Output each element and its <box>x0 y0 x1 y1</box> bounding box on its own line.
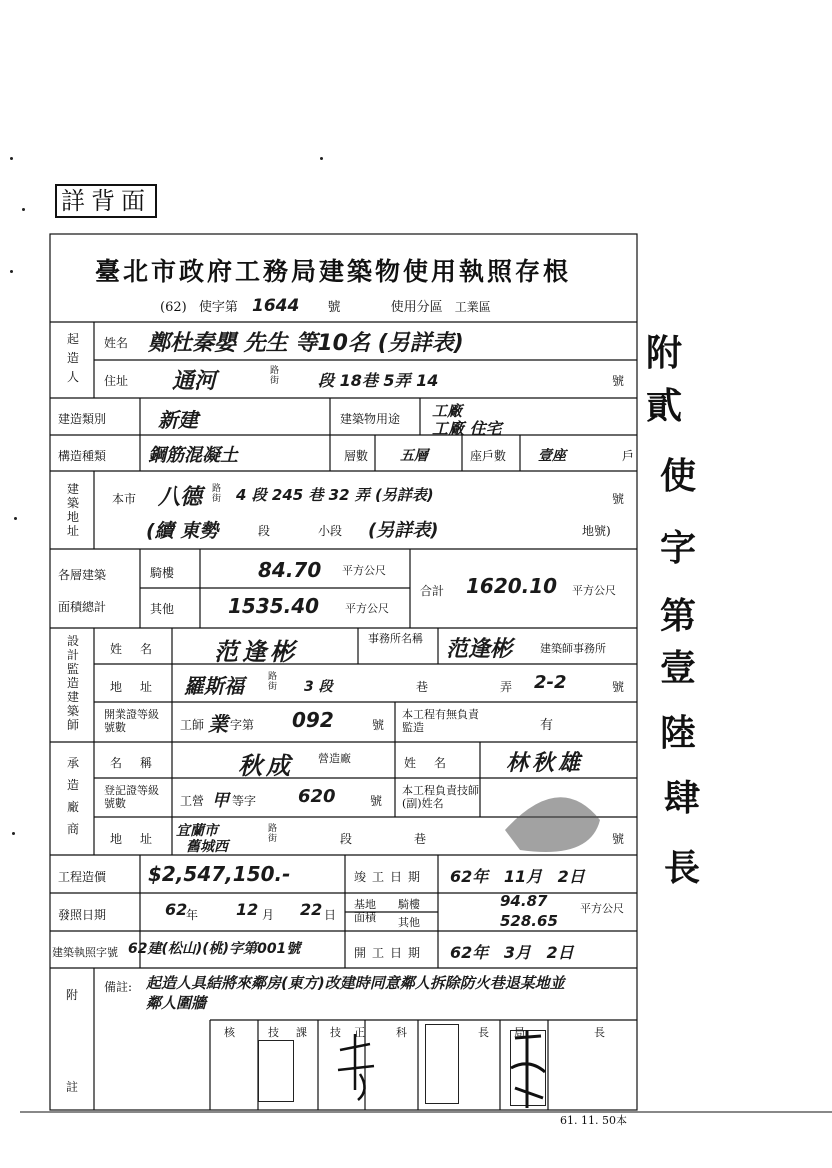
building-use-value-1: 工廠 <box>432 402 463 420</box>
area-label-2: 面積總計 <box>58 600 107 614</box>
handwritten-signature <box>330 1030 390 1106</box>
base-other-label: 其他 <box>398 916 420 929</box>
floors-label: 層數 <box>344 449 369 463</box>
finish-label: 竣工日期 <box>354 870 427 884</box>
building-category-label: 建造類別 <box>58 412 107 426</box>
site-line2-seg: 段 <box>258 524 271 538</box>
sign-label: 課 <box>296 1026 307 1039</box>
applicant-address-value: 通河 <box>172 369 217 394</box>
architect-address-alley: 弄 <box>500 680 513 694</box>
area-arcade-unit: 平方公尺 <box>342 564 386 577</box>
notes-text: 起造人具結將來鄰房(東方)改建時同意鄰人拆除防火巷退某地並 <box>146 974 565 992</box>
contractor-address-label: 地址 <box>110 832 171 846</box>
applicant-address-label: 住址 <box>104 374 129 388</box>
base-area-unit: 平方公尺 <box>580 902 624 915</box>
area-total-label: 合計 <box>420 584 445 598</box>
architect-license-end: 號 <box>372 718 385 732</box>
handwritten-signature <box>505 1028 555 1112</box>
contractor-address-road: 路街 <box>268 824 278 844</box>
contractor-reg-prefix: 工營 <box>180 794 205 808</box>
building-category-value: 新建 <box>158 408 198 432</box>
sign-label: 局 <box>514 1026 525 1039</box>
contractor-address-value-2: 舊城西 <box>186 839 228 855</box>
sign-label: 技 <box>330 1026 341 1039</box>
architect-address-lane: 巷 <box>416 680 429 694</box>
applicant-name-value: 鄭杜秦嬰 先生 等10名 (另詳表) <box>148 331 464 356</box>
permit-year: (62) <box>160 300 187 315</box>
issue-month: 12 <box>236 900 259 919</box>
applicant-road-label: 路街 <box>270 366 280 386</box>
architect-supervise-label: 本工程有無負責監造 <box>402 708 479 734</box>
contractor-reg-value-1: 甲 <box>212 791 229 811</box>
area-other-value: 1535.40 <box>228 594 320 618</box>
architect-office-label: 事務所名稱 <box>368 632 423 645</box>
margin-char: 附 <box>646 332 683 374</box>
notes-section-label-bottom: 註 <box>66 1080 79 1094</box>
issue-month-unit: 月 <box>262 908 275 922</box>
contractor-reg-mid: 等字 <box>232 794 257 808</box>
notes-text-2: 鄰人圍牆 <box>146 994 207 1012</box>
sign-label: 科 <box>396 1026 407 1039</box>
site-line2-small: 小段 <box>318 524 343 538</box>
structure-label: 構造種類 <box>58 449 107 463</box>
sign-label: 核 <box>224 1026 235 1039</box>
cost-value: $2,547,150.- <box>148 862 291 886</box>
permit-prefix: 使字第 <box>198 300 238 315</box>
architect-address-value: 羅斯福 <box>184 674 244 698</box>
architect-supervise-value: 有 <box>540 718 554 733</box>
notes-section-label-top: 附 <box>66 988 79 1002</box>
contractor-address-value-1: 宜蘭市 <box>176 823 218 839</box>
issue-label: 發照日期 <box>58 908 107 922</box>
area-arcade-value: 84.70 <box>258 558 322 582</box>
applicant-name-label: 姓名 <box>104 336 129 350</box>
notes-label: 備註: <box>104 980 133 994</box>
area-total-unit: 平方公尺 <box>572 584 616 597</box>
units-label: 座戶數 <box>470 449 507 463</box>
architect-address-no: 2-2 <box>534 672 567 693</box>
contractor-reg-label: 登記證等級號數 <box>104 784 159 810</box>
base-other-value: 528.65 <box>500 912 558 930</box>
margin-char: 貳 <box>646 385 683 427</box>
contractor-name-suffix: 營造廠 <box>318 752 351 765</box>
contractor-tech-label: 本工程負責技師(副)姓名 <box>402 784 479 810</box>
contractor-address-lane: 巷 <box>414 832 427 846</box>
site-road-label: 路街 <box>212 484 222 504</box>
area-other-label: 其他 <box>150 602 175 616</box>
architect-license-value-1: 業 <box>208 712 228 736</box>
finish-value: 62年 11月 2日 <box>450 867 585 886</box>
units-value: 壹座 <box>538 448 566 464</box>
contractor-reg-value-2: 620 <box>298 786 336 807</box>
architect-address-label: 地址 <box>110 680 171 694</box>
applicant-section-label: 起造人 <box>66 332 79 384</box>
start-label: 開工日期 <box>354 946 427 960</box>
contractor-name-value: 秋成 <box>238 752 294 780</box>
permit-suffix: 號 <box>327 300 341 315</box>
base-arcade-label: 騎樓 <box>398 898 420 911</box>
architect-office-value: 范逢彬 <box>446 637 513 662</box>
sign-label: 長 <box>478 1026 489 1039</box>
license-label: 建築執照字號 <box>52 946 118 959</box>
approval-stamp <box>258 1040 294 1102</box>
start-value: 62年 3月 2日 <box>450 943 574 962</box>
site-road-value: 八德 <box>158 485 203 510</box>
sign-label: 技 <box>268 1026 279 1039</box>
units-tail: 戶 <box>622 449 635 463</box>
architect-section-label: 設計監造建築師 <box>66 634 79 732</box>
area-other-unit: 平方公尺 <box>345 602 389 615</box>
contractor-reg-end: 號 <box>370 794 383 808</box>
site-section-label: 建築地址 <box>66 482 79 538</box>
architect-name-value: 范逢彬 <box>214 638 298 666</box>
margin-char: 肆 <box>664 777 701 819</box>
site-line2-detail: (另詳表) <box>368 520 439 541</box>
architect-name-label: 姓名 <box>110 642 171 656</box>
applicant-address-end: 號 <box>612 374 625 388</box>
area-label-1: 各層建築 <box>58 568 107 582</box>
issue-year: 62 <box>165 900 188 919</box>
issue-day: 22 <box>300 900 323 919</box>
building-use-label: 建築物用途 <box>340 412 401 426</box>
license-value: 62建(松山)(桃)字第001號 <box>128 941 301 957</box>
area-arcade-label: 騎樓 <box>150 566 175 580</box>
issue-year-unit: 年 <box>186 908 199 922</box>
contractor-section-label: 承造廠商 <box>66 756 79 836</box>
sign-label: 正 <box>354 1026 365 1039</box>
margin-char: 第 <box>660 595 697 637</box>
margin-char: 壹 <box>660 647 697 689</box>
contractor-address-end: 號 <box>612 832 625 846</box>
architect-office-suffix: 建築師事務所 <box>540 642 606 655</box>
architect-license-mid: 字第 <box>230 718 255 732</box>
architect-license-label: 開業證等級號數 <box>104 708 159 734</box>
base-area-label: 基地面積 <box>354 898 376 924</box>
site-line1-mid: 4 段 245 巷 32 弄 (另詳表) <box>236 486 434 504</box>
site-line2-end: 地號) <box>582 524 611 538</box>
page-title: 臺北市政府工務局建築物使用執照存根 <box>95 257 572 286</box>
margin-char: 陸 <box>660 712 697 754</box>
contractor-rep-label: 姓名 <box>404 756 465 770</box>
issue-day-unit: 日 <box>324 908 337 922</box>
site-line2-value: (續 東勢 <box>146 520 219 542</box>
architect-address-road: 路街 <box>268 672 278 692</box>
architect-address-mid: 3 段 <box>304 679 333 695</box>
architect-license-prefix: 工師 <box>180 718 205 732</box>
architect-address-end: 號 <box>612 680 625 694</box>
zone-label: 使用分區 <box>390 300 443 315</box>
margin-char: 字 <box>660 527 697 569</box>
permit-number: 1644 <box>251 296 300 316</box>
approval-stamp <box>425 1024 459 1104</box>
architect-license-value-2: 092 <box>292 708 334 732</box>
footer-code: 61. 11. 50本 <box>560 1114 627 1127</box>
margin-char: 使 <box>660 455 697 497</box>
site-line1-prefix: 本市 <box>112 492 137 506</box>
base-arcade-value: 94.87 <box>500 892 548 910</box>
building-use-value-2: 工廠 住宅 <box>432 419 502 438</box>
zone-value: 工業區 <box>454 300 491 314</box>
floors-value: 五層 <box>400 448 428 464</box>
structure-value: 鋼筋混凝土 <box>148 445 238 466</box>
contractor-name-label: 名稱 <box>110 756 171 770</box>
contractor-address-seg: 段 <box>340 832 353 846</box>
contractor-rep-value: 林秋雄 <box>506 751 585 776</box>
sign-label: 長 <box>594 1026 605 1039</box>
area-total-value: 1620.10 <box>466 574 558 598</box>
site-line1-end: 號 <box>612 492 625 506</box>
cost-label: 工程造價 <box>58 870 107 884</box>
document-tag: 詳背面 <box>55 184 157 218</box>
margin-char: 長 <box>664 847 701 889</box>
applicant-address-tail: 段 18巷 5弄 14 <box>318 371 439 390</box>
